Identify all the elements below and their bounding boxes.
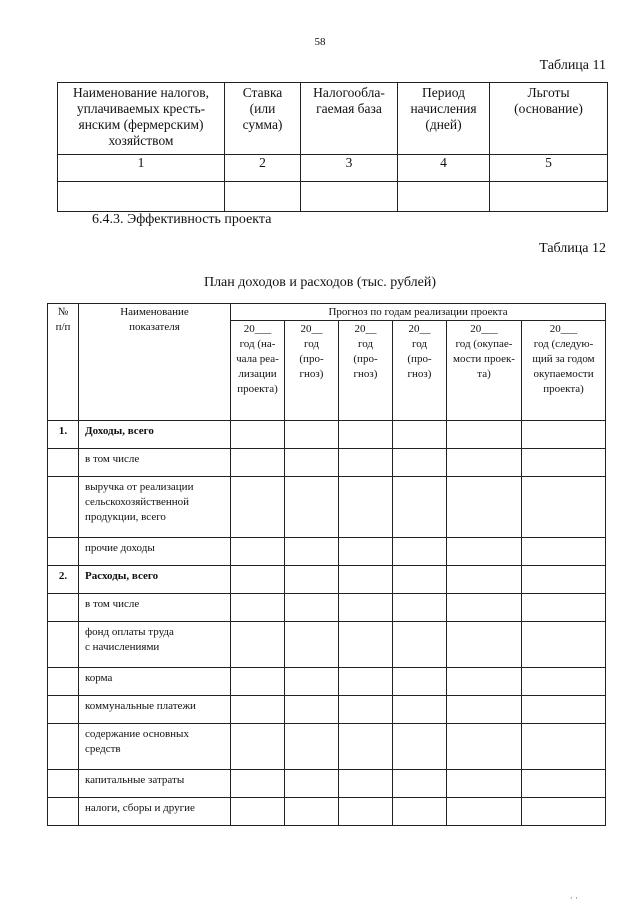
row-label-line: продукции, всего [85,511,166,523]
table-cell [398,182,490,212]
header-line: год [303,338,320,350]
header-line: гноз) [353,368,378,380]
table-cell [447,724,522,770]
header-line: Период [422,85,465,100]
column-header [490,83,608,155]
header-line: 20___ [549,323,578,335]
header-line: хозяйством [108,133,174,148]
row-label-line: выручка от реализации [85,481,194,493]
table-cell [393,538,447,566]
header-line: год (окупае- [455,338,513,350]
row-number [48,668,79,696]
header-line: № [57,306,69,318]
column-header-year [522,321,606,421]
header-line: чала реа- [236,353,279,365]
table-cell [393,566,447,594]
row-label [79,622,231,668]
page-number: 58 [314,36,326,48]
table-cell [285,622,339,668]
row-label-line: корма [85,672,113,684]
table-cell [231,798,285,826]
table-cell [522,696,606,724]
column-number: 3 [301,155,398,182]
table-cell [447,566,522,594]
table-cell [231,696,285,724]
table-cell [285,798,339,826]
table-cell [447,449,522,477]
row-label [79,696,231,724]
table-cell [393,477,447,538]
row-label-line: фонд оплаты труда [85,626,174,638]
row-number [48,770,79,798]
row-label [79,477,231,538]
header-line: гноз) [299,368,324,380]
table-cell [447,770,522,798]
table-11-label: Таблица 11 [539,58,606,73]
header-line: окупаемости [533,368,594,380]
row-label [79,449,231,477]
header-line: (про- [407,353,432,365]
header-line: (или [249,101,276,116]
table-row [48,477,606,538]
header-line: лизации [238,368,277,380]
row-label-line: в том числе [85,453,140,465]
table-cell [285,421,339,449]
header-line: год [357,338,374,350]
table-cell [393,798,447,826]
row-number [48,594,79,622]
header-line: 20__ [354,323,377,335]
table-cell [393,594,447,622]
column-header-number [48,304,79,421]
row-number [48,798,79,826]
footer-mark: · · [569,893,578,903]
table-row [48,798,606,826]
table-cell [231,668,285,696]
table-cell [339,449,393,477]
row-number: 1. [48,421,79,449]
table-cell [393,668,447,696]
header-line: год (на- [239,338,276,350]
table-cell [285,594,339,622]
table-cell [447,538,522,566]
header-line: п/п [55,321,71,333]
header-line: проекта) [543,383,584,395]
header-line: Наименование налогов, [72,85,209,100]
header-line: 20___ [243,323,272,335]
row-label-line: коммунальные платежи [85,700,196,712]
table-cell [339,594,393,622]
table-cell [339,770,393,798]
taxes-table-empty-row [58,182,608,212]
table-cell [231,477,285,538]
table-cell [339,724,393,770]
table-12-label: Таблица 12 [539,241,606,256]
table-cell [285,668,339,696]
column-header [58,83,225,155]
header-line: Льготы [527,85,570,100]
taxes-table-header-row [58,83,608,155]
header-line: (про- [353,353,378,365]
table-cell [339,668,393,696]
table-cell [231,538,285,566]
table-cell [490,182,608,212]
header-line: проекта) [237,383,278,395]
table-row [48,421,606,449]
table-cell [393,770,447,798]
table-cell [58,182,225,212]
row-number [48,538,79,566]
table-cell [225,182,301,212]
row-number [48,622,79,668]
table-cell [393,696,447,724]
table-cell [522,566,606,594]
column-number: 4 [398,155,490,182]
table-row [48,770,606,798]
table-cell [285,770,339,798]
table-cell [522,798,606,826]
taxes-table-number-row [58,155,608,182]
column-header-year [393,321,447,421]
row-number [48,449,79,477]
table-cell [285,449,339,477]
header-line: (основание) [514,101,583,116]
row-label-line: прочие доходы [85,542,155,554]
header-line: гаемая база [316,101,382,116]
header-line: 20__ [300,323,323,335]
column-header-year [231,321,285,421]
table-cell [339,622,393,668]
table-row [48,668,606,696]
table-cell [522,538,606,566]
column-header-indicator [79,304,231,421]
row-label-line: Доходы, всего [85,425,154,437]
header-line: (дней) [425,117,462,132]
income-expense-header-row [48,304,606,321]
taxes-table [57,82,608,212]
table-12-title: План доходов и расходов (тыс. рублей) [203,275,437,290]
table-cell [285,538,339,566]
table-cell [522,724,606,770]
table-cell [339,798,393,826]
income-expense-table [47,303,606,826]
row-label [79,724,231,770]
header-line: Наименование [120,306,189,318]
row-label [79,421,231,449]
table-cell [522,622,606,668]
header-line: показателя [129,321,180,333]
table-cell [339,566,393,594]
row-label-line: капитальные затраты [85,774,185,786]
table-cell [447,594,522,622]
table-cell [393,449,447,477]
table-cell [522,477,606,538]
header-line: янским (фермерским) [78,117,204,132]
table-row [48,696,606,724]
row-label-line: содержание основных [85,728,189,740]
section-heading: 6.4.3. Эффективность проекта [92,212,272,227]
column-header-year [339,321,393,421]
column-group-forecast: Прогноз по годам реализации проекта [231,304,606,321]
header-line: год [411,338,428,350]
table-cell [447,696,522,724]
table-cell [447,421,522,449]
table-cell [231,724,285,770]
table-cell [231,594,285,622]
table-cell [231,770,285,798]
table-cell [339,538,393,566]
table-cell [339,477,393,538]
table-cell [447,798,522,826]
table-cell [285,724,339,770]
table-cell [231,566,285,594]
table-row [48,724,606,770]
header-line: щий за годом [532,353,595,365]
table-row [48,622,606,668]
table-row [48,566,606,594]
row-label [79,668,231,696]
row-label-line: в том числе [85,598,140,610]
row-label [79,770,231,798]
header-line: гноз) [407,368,432,380]
header-line: уплачиваемых кресть- [76,101,206,116]
header-line: 20__ [408,323,431,335]
table-row [48,449,606,477]
table-cell [285,566,339,594]
table-row [48,538,606,566]
row-label [79,566,231,594]
table-cell [231,421,285,449]
row-number [48,724,79,770]
header-line: начисления [410,101,477,116]
header-line: та) [477,368,491,380]
header-line: Налогообла- [313,85,385,100]
row-label [79,538,231,566]
table-cell [393,724,447,770]
header-line: 20___ [470,323,498,335]
column-number: 1 [58,155,225,182]
row-label-line: сельскохозяйственной [85,496,190,508]
column-header-year [285,321,339,421]
row-label-line: средств [85,743,121,755]
table-cell [231,449,285,477]
table-cell [393,622,447,668]
table-cell [522,770,606,798]
row-label [79,798,231,826]
table-cell [447,477,522,538]
table-cell [522,421,606,449]
header-line: (про- [299,353,324,365]
table-cell [301,182,398,212]
table-row [48,594,606,622]
row-label-line: с начислениями [85,641,160,653]
table-cell [447,622,522,668]
row-label-line: налоги, сборы и другие [85,802,195,814]
column-header [301,83,398,155]
table-cell [285,696,339,724]
row-number: 2. [48,566,79,594]
header-line: год (следую- [533,338,594,350]
row-number [48,696,79,724]
table-cell [522,668,606,696]
header-line: сумма) [242,117,283,132]
column-header [225,83,301,155]
column-header-year [447,321,522,421]
header-line: мости проек- [453,353,515,365]
table-cell [231,622,285,668]
header-line: Ставка [242,85,283,100]
table-cell [447,668,522,696]
table-cell [339,696,393,724]
row-label-line: Расходы, всего [85,570,159,582]
table-cell [522,594,606,622]
table-cell [393,421,447,449]
column-number: 5 [490,155,608,182]
table-cell [285,477,339,538]
table-cell [522,449,606,477]
table-cell [339,421,393,449]
row-label [79,594,231,622]
row-number [48,477,79,538]
column-number: 2 [225,155,301,182]
column-header [398,83,490,155]
